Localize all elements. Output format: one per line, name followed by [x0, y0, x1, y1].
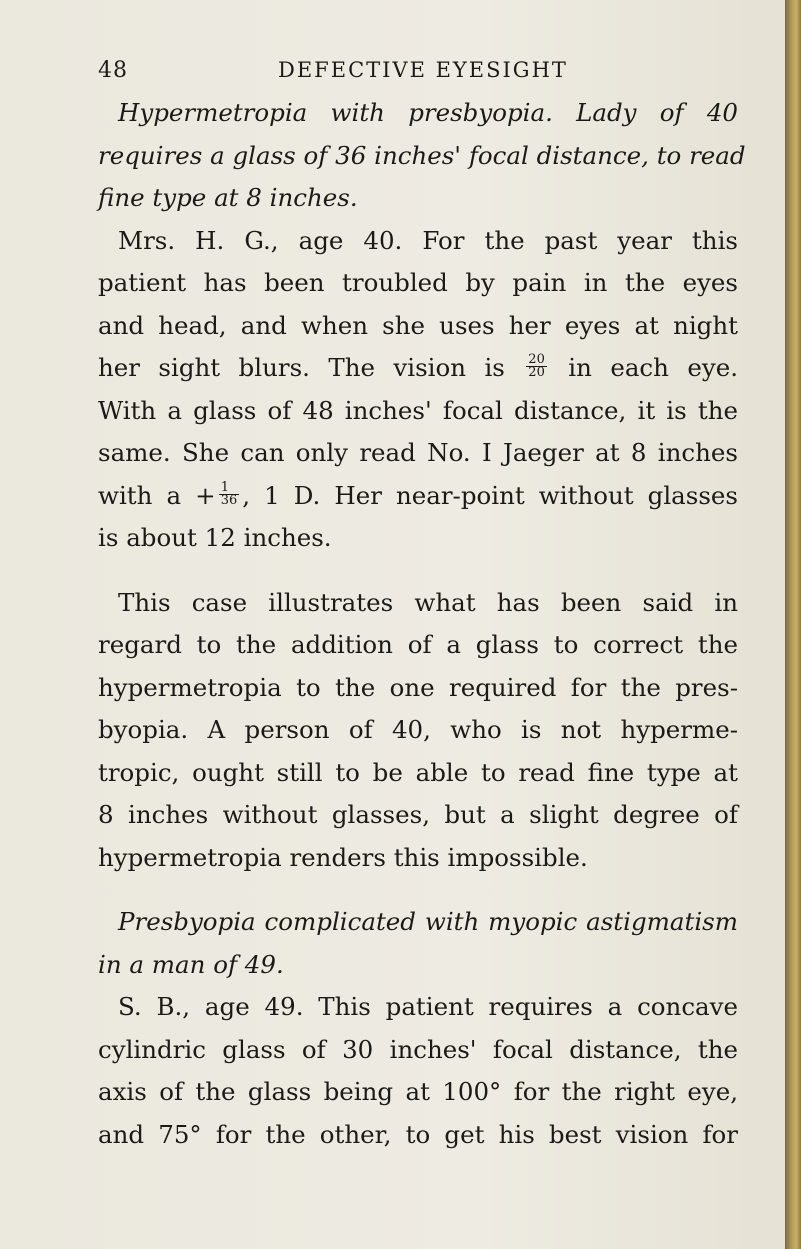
case-heading-line: in a man of 49.: [98, 949, 284, 979]
paragraph-line: axis of the glass being at 100° for the right eye,: [98, 1077, 738, 1106]
case-heading-line: Presbyopia complicated with myopic astigmatism: [118, 907, 738, 936]
paragraph-line: tropic, ought still to be able to read fine type at: [98, 757, 738, 787]
paragraph-line-vision: [98, 347, 738, 390]
book-spine-edge: [785, 0, 801, 1249]
paragraph-line: With a glass of 48 inches' focal distance, it is the: [98, 395, 738, 425]
paragraph-line: patient has been troubled by pain in the eyes: [98, 268, 738, 297]
lens-text-after: , 1 D. Her near-point without glasses: [242, 480, 738, 510]
vision-fraction: [526, 354, 547, 379]
fraction-denominator: 20: [528, 365, 545, 380]
fraction-numerator: 20: [528, 352, 545, 367]
paragraph-line: This case illustrates what has been said in: [118, 587, 738, 617]
paragraph-line: same. She can only read No. I Jaeger at 8 inches: [98, 438, 738, 467]
paragraph-line: hypermetropia renders this impossible.: [98, 842, 588, 872]
paragraph-line: regard to the addition of a glass to correct the: [98, 630, 738, 659]
paragraph-line: Mrs. H. G., age 40. For the past year this: [118, 225, 738, 255]
paragraph-line: and head, and when she uses her eyes at night: [98, 310, 738, 340]
page-header: [98, 58, 738, 88]
running-title: DEFECTIVE EYESIGHT: [278, 58, 568, 82]
lens-text-before: with a +: [98, 480, 216, 510]
case-heading-line: Hypermetropia with presbyopia. Lady of 40: [118, 98, 738, 127]
vision-text-before: her sight blurs. The vision is: [98, 353, 505, 382]
paragraph-line-lens: [98, 475, 738, 518]
case-heading-line: requires a glass of 36 inches' focal distance, to read: [98, 140, 746, 170]
fraction-denominator: 36: [220, 492, 238, 508]
paragraph-line: and 75° for the other, to get his best vision for: [98, 1119, 738, 1149]
vision-text-after: in each eye.: [568, 353, 738, 382]
paragraph-line: is about 12 inches.: [98, 523, 332, 552]
page-number: 48: [98, 58, 128, 83]
fraction-numerator: 1: [219, 482, 240, 495]
paragraph-line: cylindric glass of 30 inches' focal distance, the: [98, 1034, 738, 1064]
lens-fraction: [219, 479, 240, 508]
body-text: [98, 92, 746, 1156]
paragraph-line: hypermetropia to the one required for the pres-: [98, 672, 738, 702]
paragraph-line: 8 inches without glasses, but a slight degree of: [98, 800, 738, 829]
paragraph-line: byopia. A person of 40, who is not hyperme-: [98, 715, 738, 744]
paragraph-line: S. B., age 49. This patient requires a concave: [118, 992, 738, 1021]
case-heading-line: fine type at 8 inches.: [98, 183, 358, 212]
